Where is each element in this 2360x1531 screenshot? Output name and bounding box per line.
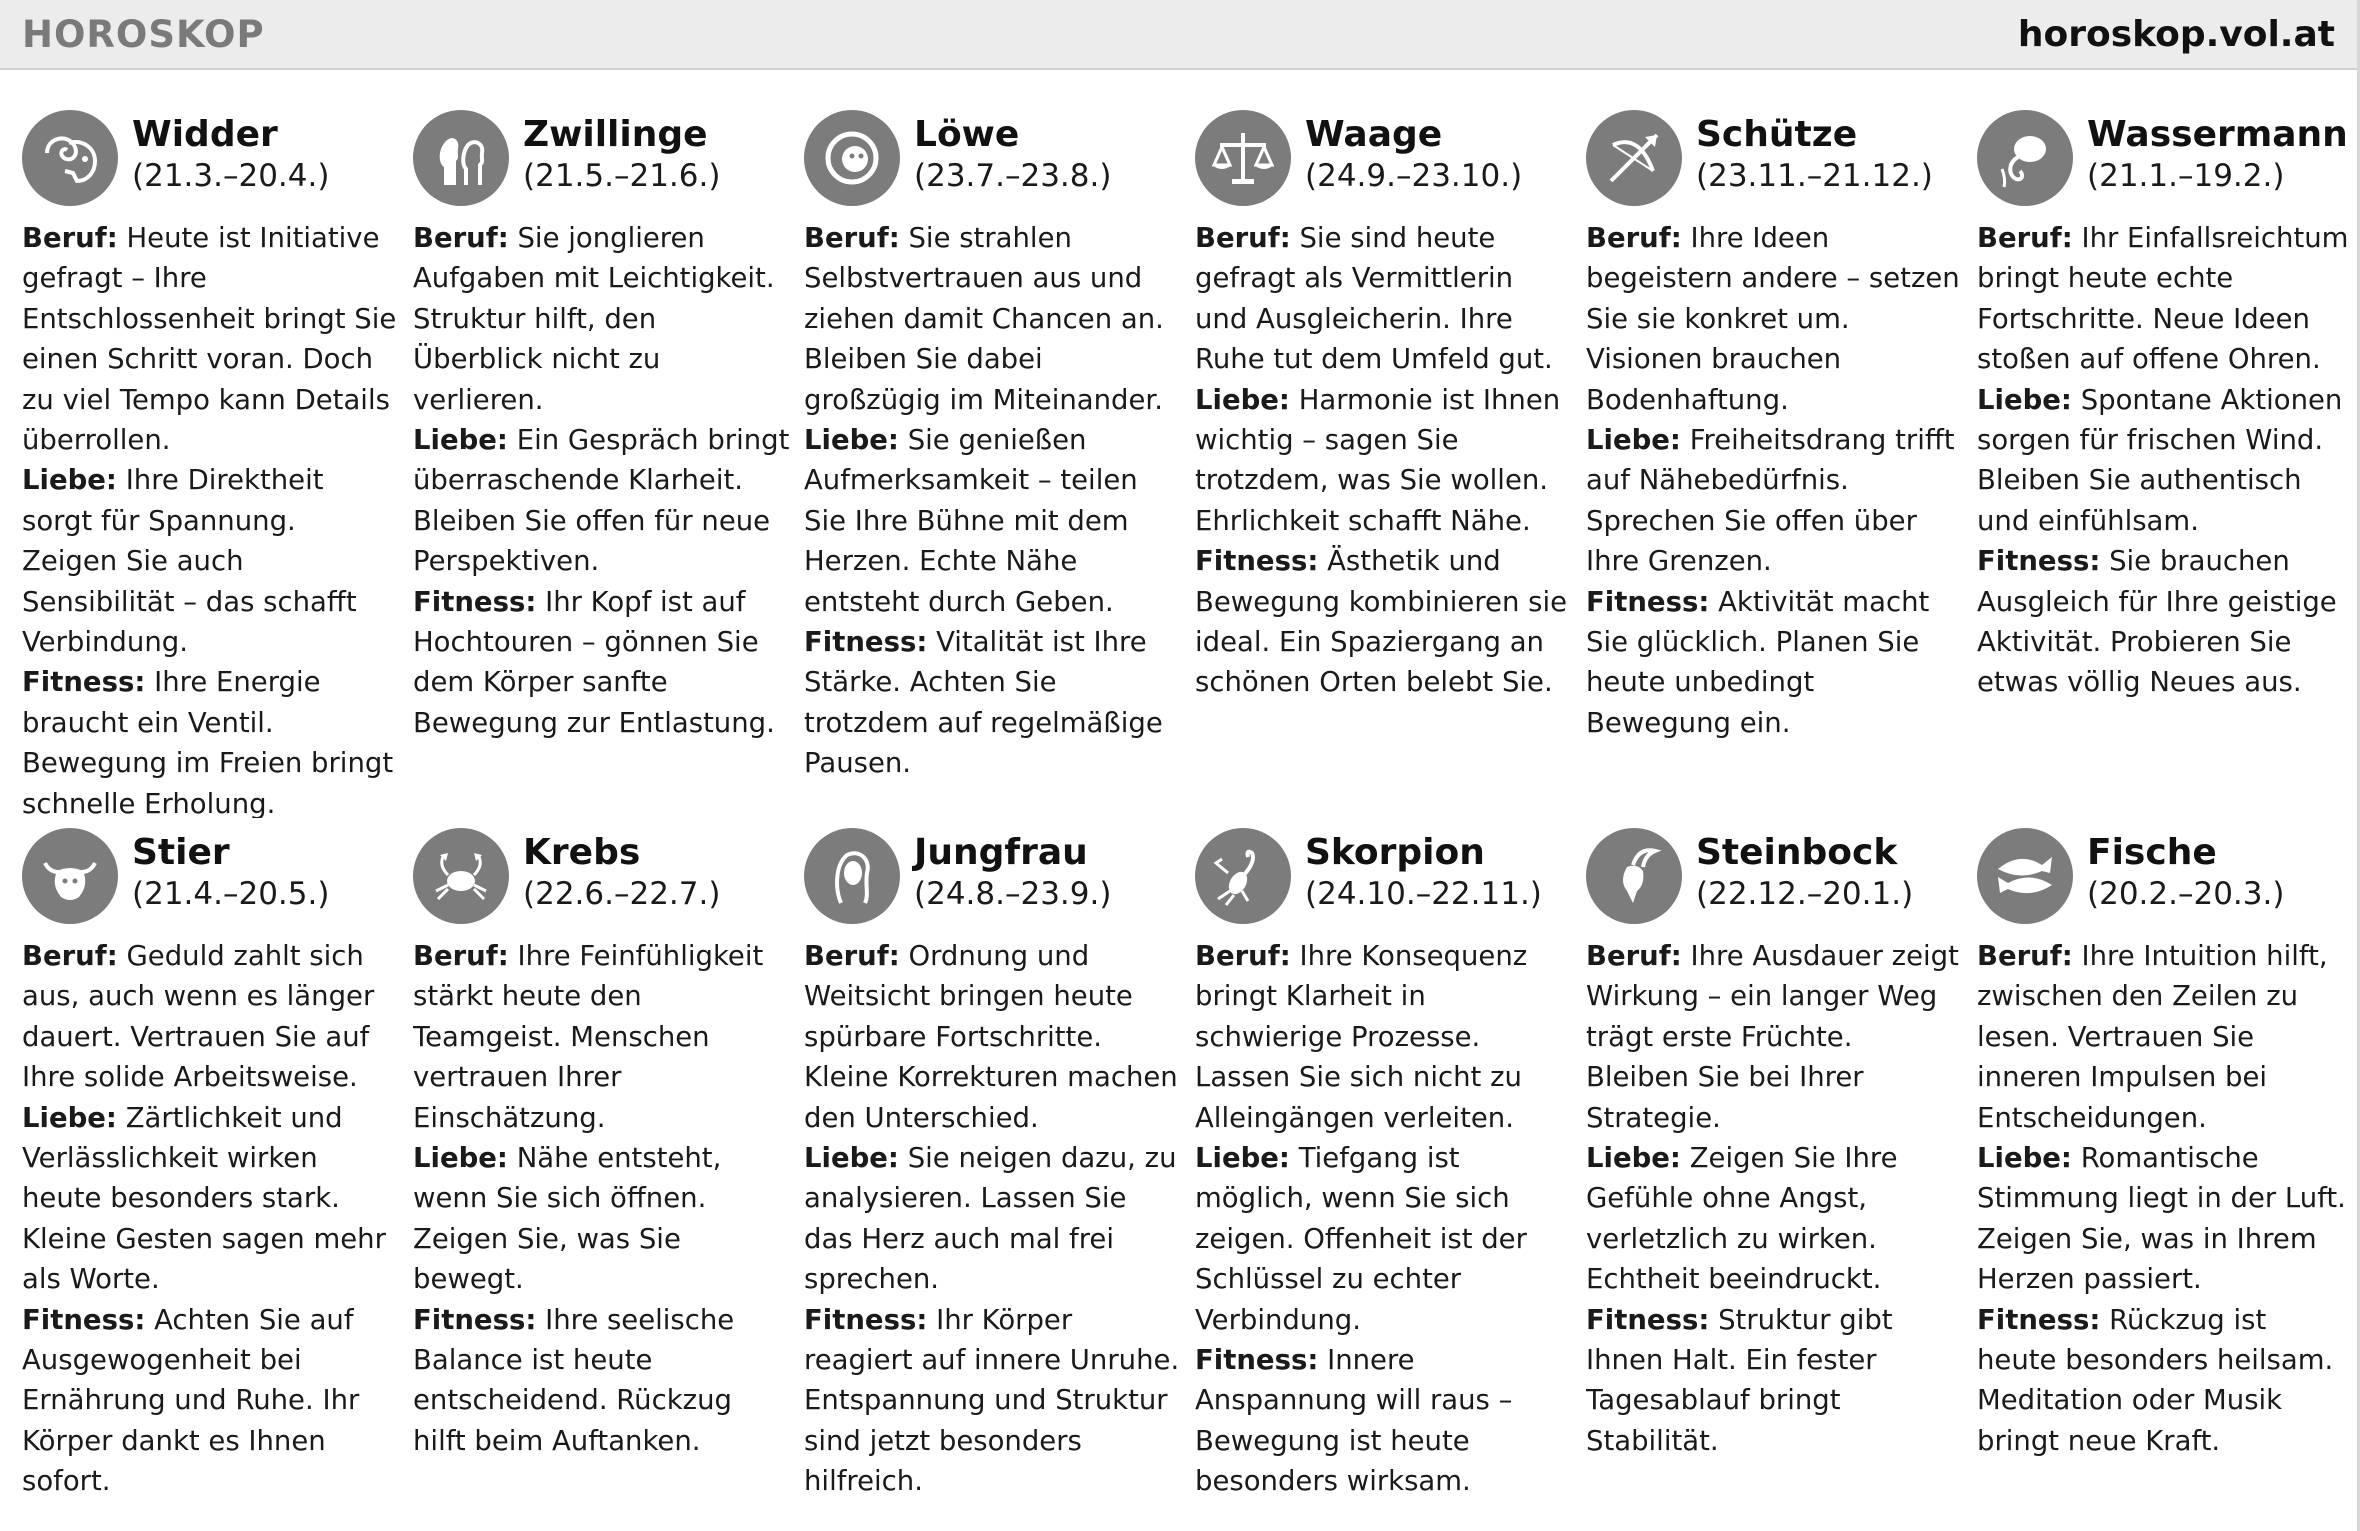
sign-dates: (21.5.–21.6.) [523, 158, 721, 194]
liebe-text: Liebe: Romantische Stimmung liegt in der Luft. Zeigen Sie, was in Ihrem Herzen passiert. [1977, 1142, 2346, 1296]
libra-scales-icon [1195, 110, 1291, 206]
sign-fische [1977, 818, 2360, 1508]
fitness-text: Fitness: Struktur gibt Ihnen Halt. Ein fester Tagesablauf bringt Stabilität. [1586, 1303, 1893, 1457]
sign-name: Widder [132, 114, 278, 155]
fitness-text: Fitness: Sie brauchen Ausgleich für Ihre geistige Aktivität. Probieren Sie etwas völlig Neues aus. [1977, 545, 2337, 699]
sign-skorpion [1195, 818, 1586, 1508]
sign-dates: (24.8.–23.9.) [914, 876, 1112, 912]
sign-name: Fische [2087, 832, 2217, 873]
sign-zwillinge [413, 100, 804, 818]
sign-dates: (23.11.–21.12.) [1696, 158, 1933, 194]
liebe-text: Liebe: Zärtlichkeit und Verlässlichkeit wirken heute besonders stark. Kleine Gesten sagen mehr als Worte. [22, 1101, 386, 1296]
fitness-text: Fitness: Ästhetik und Bewegung kombinieren sie ideal. Ein Spaziergang an schönen Orten belebt Sie. [1195, 545, 1568, 699]
beruf-text: Beruf: Ihre Konsequenz bringt Klarheit in schwierige Prozesse. Lassen Sie sich nicht zu Alleingängen verleiten. [1195, 940, 1528, 1134]
leo-lion-icon [804, 110, 900, 206]
liebe-text: Liebe: Zeigen Sie Ihre Gefühle ohne Angst, verletzlich zu wirken. Echtheit beeindruckt. [1586, 1142, 1898, 1296]
gemini-twins-icon [413, 110, 509, 206]
fitness-text: Fitness: Ihr Körper reagiert auf innere Unruhe. Entspannung und Struktur sind jetzt besonders hilfreich. [804, 1303, 1180, 1498]
sign-dates: (20.2.–20.3.) [2087, 876, 2285, 912]
fitness-text: Fitness: Rückzug ist heute besonders heilsam. Meditation oder Musik bringt neue Kraft. [1977, 1303, 2334, 1457]
sign-dates: (23.7.–23.8.) [914, 158, 1112, 194]
beruf-text: Beruf: Sie jonglieren Aufgaben mit Leichtigkeit. Struktur hilft, den Überblick nicht zu verlieren. [413, 222, 775, 416]
header-bar [0, 0, 2357, 70]
sign-dates: (22.6.–22.7.) [523, 876, 721, 912]
sign-name: Waage [1305, 114, 1443, 155]
sign-name: Löwe [914, 114, 1020, 155]
fitness-text: Fitness: Innere Anspannung will raus – Bewegung ist heute besonders wirksam. [1195, 1344, 1513, 1498]
section-title: HOROSKOP [22, 12, 265, 56]
sign-name: Schütze [1696, 114, 1858, 155]
beruf-text: Beruf: Ihre Feinfühligkeit stärkt heute den Teamgeist. Menschen vertrauen Ihrer Einschätzung. [413, 940, 764, 1134]
liebe-text: Liebe: Harmonie ist Ihnen wichtig – sagen Sie trotzdem, was Sie wollen. Ehrlichkeit schafft Nähe. [1195, 383, 1561, 537]
sign-dates: (22.12.–20.1.) [1696, 876, 1914, 912]
virgo-maiden-icon [804, 828, 900, 924]
sign-dates: (21.4.–20.5.) [132, 876, 330, 912]
sign-name: Zwillinge [523, 114, 708, 155]
sign-steinbock [1586, 818, 1977, 1508]
sign-name: Jungfrau [914, 832, 1088, 873]
sign-name: Stier [132, 832, 230, 873]
beruf-text: Beruf: Sie strahlen Selbstvertrauen aus und ziehen damit Chancen an. Bleiben Sie dabei großzügig im Miteinander. [804, 222, 1164, 416]
sign-dates: (21.1.–19.2.) [2087, 158, 2285, 194]
sign-krebs [413, 818, 804, 1508]
aquarius-water-bearer-icon [1977, 110, 2073, 206]
liebe-text: Liebe: Nähe entsteht, wenn Sie sich öffnen. Zeigen Sie, was Sie bewegt. [413, 1142, 722, 1296]
sign-stier [22, 818, 413, 1508]
scorpio-scorpion-icon [1195, 828, 1291, 924]
cancer-crab-icon [413, 828, 509, 924]
sign-jungfrau [804, 818, 1195, 1508]
sign-wassermann [1977, 100, 2360, 818]
sign-name: Wassermann [2087, 114, 2348, 155]
sign-loewe [804, 100, 1195, 818]
taurus-bull-icon [22, 828, 118, 924]
beruf-text: Beruf: Ihr Einfallsreichtum bringt heute echte Fortschritte. Neue Ideen stoßen auf offene Ohren. [1977, 222, 2349, 376]
fitness-text: Fitness: Achten Sie auf Ausgewogenheit bei Ernährung und Ruhe. Ihr Körper dankt es Ihnen sofort. [22, 1303, 360, 1498]
beruf-text: Beruf: Ihre Ideen begeistern andere – setzen Sie sie konkret um. Visionen brauchen Bodenhaftung. [1586, 222, 1960, 416]
liebe-text: Liebe: Sie genießen Aufmerksamkeit – teilen Sie Ihre Bühne mit dem Herzen. Echte Nähe entsteht durch Geben. [804, 424, 1138, 618]
beruf-text: Beruf: Ordnung und Weitsicht bringen heute spürbare Fortschritte. Kleine Korrekturen machen den Unterschied. [804, 940, 1178, 1134]
fitness-text: Fitness: Aktivität macht Sie glücklich. Planen Sie heute unbedingt Bewegung ein. [1586, 585, 1930, 739]
fitness-text: Fitness: Ihr Kopf ist auf Hochtouren – gönnen Sie dem Körper sanfte Bewegung zur Entlastung. [413, 585, 775, 739]
fitness-text: Fitness: Ihre Energie braucht ein Ventil. Bewegung im Freien bringt schnelle Erholung. [22, 666, 394, 818]
sign-dates: (24.10.–22.11.) [1305, 876, 1542, 912]
sign-grid [22, 100, 2349, 1520]
liebe-text: Liebe: Spontane Aktionen sorgen für frischen Wind. Bleiben Sie authentisch und einfühlsam. [1977, 383, 2343, 537]
sign-widder [22, 100, 413, 818]
sign-dates: (21.3.–20.4.) [132, 158, 330, 194]
liebe-text: Liebe: Sie neigen dazu, zu analysieren. Lassen Sie das Herz auch mal frei sprechen. [804, 1142, 1177, 1296]
sign-name: Krebs [523, 832, 641, 873]
site-url[interactable]: horoskop.vol.at [2017, 13, 2335, 55]
sign-name: Skorpion [1305, 832, 1485, 873]
aries-ram-icon [22, 110, 118, 206]
sign-name: Steinbock [1696, 832, 1898, 873]
liebe-text: Liebe: Ein Gespräch bringt überraschende Klarheit. Bleiben Sie offen für neue Perspektiven. [413, 424, 790, 578]
sagittarius-bow-icon [1586, 110, 1682, 206]
pisces-fish-icon [1977, 828, 2073, 924]
sign-schuetze [1586, 100, 1977, 818]
beruf-text: Beruf: Heute ist Initiative gefragt – Ihre Entschlossenheit bringt Sie einen Schritt voran. Doch zu viel Tempo kann Details überrollen. [22, 222, 397, 457]
liebe-text: Liebe: Tiefgang ist möglich, wenn Sie sich zeigen. Offenheit ist der Schlüssel zu echter Verbindung. [1195, 1142, 1527, 1336]
beruf-text: Beruf: Sie sind heute gefragt als Vermittlerin und Ausgleicherin. Ihre Ruhe tut dem Umfeld gut. [1195, 222, 1553, 376]
beruf-text: Beruf: Ihre Intuition hilft, zwischen den Zeilen zu lesen. Vertrauen Sie inneren Impulsen bei Entscheidungen. [1977, 940, 2328, 1134]
liebe-text: Liebe: Freiheitsdrang trifft auf Nähebedürfnis. Sprechen Sie offen über Ihre Grenzen. [1586, 424, 1955, 578]
sign-dates: (24.9.–23.10.) [1305, 158, 1523, 194]
beruf-text: Beruf: Ihre Ausdauer zeigt Wirkung – ein langer Weg trägt erste Früchte. Bleiben Sie bei Ihrer Strategie. [1586, 940, 1959, 1134]
fitness-text: Fitness: Ihre seelische Balance ist heute entscheidend. Rückzug hilft beim Auftanken. [413, 1303, 735, 1457]
liebe-text: Liebe: Ihre Direktheit sorgt für Spannung. Zeigen Sie auch Sensibilität – das schafft Verbindung. [22, 464, 357, 659]
capricorn-goat-icon [1586, 828, 1682, 924]
fitness-text: Fitness: Vitalität ist Ihre Stärke. Achten Sie trotzdem auf regelmäßige Pausen. [804, 626, 1163, 780]
beruf-text: Beruf: Geduld zahlt sich aus, auch wenn es länger dauert. Vertrauen Sie auf Ihre solide Arbeitsweise. [22, 940, 375, 1094]
sign-waage [1195, 100, 1586, 818]
